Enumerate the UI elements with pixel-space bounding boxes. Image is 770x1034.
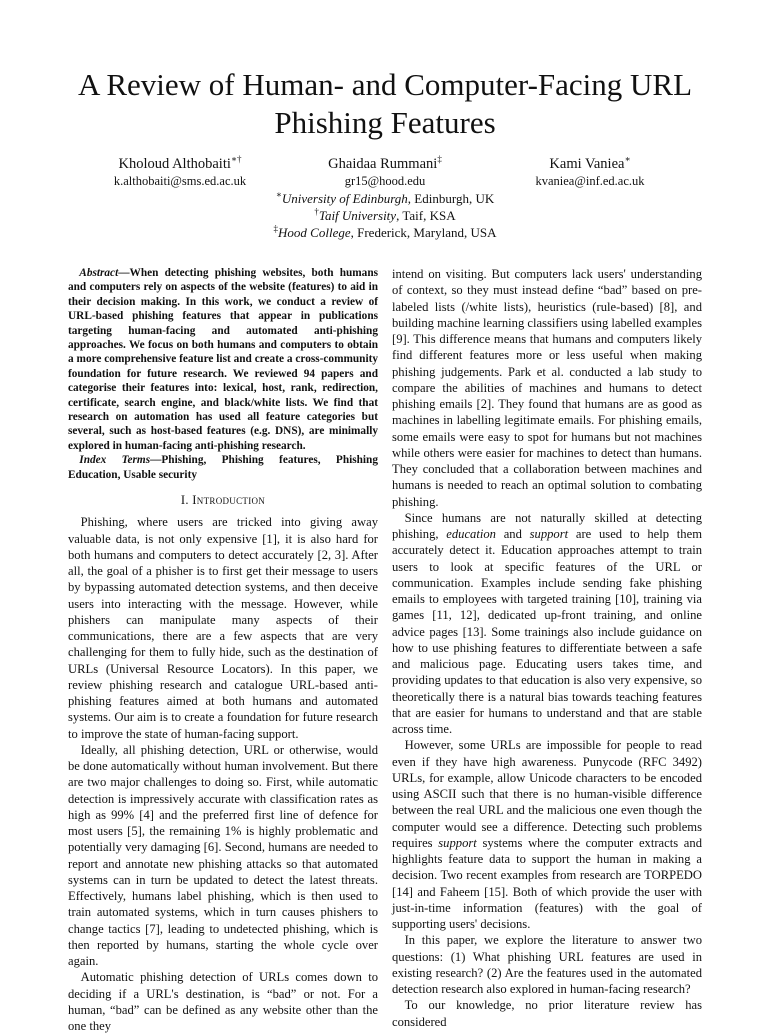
author-marks: ∗ [624, 154, 631, 165]
paragraph: To our knowledge, no prior literature review has considered [392, 998, 702, 1029]
author-marks: ∗† [230, 154, 242, 165]
affiliations [140, 190, 630, 241]
affiliation-mark: † [314, 206, 319, 217]
abstract-lead: Abstract [79, 267, 119, 279]
paragraph [392, 510, 702, 738]
affiliation-place: , Taif, KSA [396, 208, 456, 223]
paragraph: intend on visiting. But computers lack users' understanding of context, so they must instead define “bad” based on pre-labeled lists (/white lists), heuristics (rule-based) [8], and building machine learning classifiers using labelled examples [9]. This difference means that humans and computers likely find different features more or less useful when making phishing judgements. Park et al. conducted a lab study to compare the abilities of machines and humans to detect phishing emails [2]. They found that humans are as good as machines in labelling legitimate emails. For phishing emails, some emails were easy to spot for humans but not machines while others were easier for machines to detect than humans. They concluded that a collaboration between machines and humans is needed to reach an optimal solution to combating phishing. [392, 267, 702, 509]
affiliation-name: University of Edinburgh [281, 191, 408, 206]
affiliation-2 [140, 207, 630, 224]
emphasis: support [438, 835, 477, 850]
affiliation-mark: ∗ [275, 189, 282, 200]
text-run: Since humans are not naturally skilled at detecting phishing, [392, 510, 702, 541]
emphasis: support [529, 527, 569, 541]
text-run: and [495, 527, 530, 541]
right-column [392, 266, 702, 1030]
index-terms [68, 453, 378, 482]
author-name: Kholoud Althobaiti [118, 156, 231, 172]
author-2 [285, 156, 485, 190]
text-run: are used to help them accurately detect it. Education approaches attempt to train users to look at specific features of the URL or communication. Examples include sending fake phishing emails to employees with targeted training [10], training via games [11, 12], dedicated up-front training, and online advice pages [13]. Some trainings also include guidance on how to use phishing features to differentiate between a safe and malicious page. Educating users takes time, and providing updates to that education is also very expensive, so theoretically there is a natural bias towards teaching features that are easier for humans to understand and that are stable across time. [392, 527, 702, 736]
author-1 [80, 156, 280, 190]
abstract-text: —When detecting phishing websites, both humans and computers rely on aspects of the website (features) to aid in their decision making. In this work, we conduct a review of URL-based phishing features that appear in publications targeting human-facing and automated anti-phishing approaches. We focus on both humans and computers to obtain a more comprehensive feature list and create a cross-community foundation for future research. We reviewed 94 papers and categorise their features into: lexical, host, rank, redirection, certificate, search engine, and black/white lists. We find that research on automation has used all feature categories but several, such as host-based features (e.g. DNS), are minimally explored in human-facing anti-phishing research. [68, 267, 378, 452]
author-email: kvaniea@inf.ed.ac.uk [535, 174, 645, 188]
index-terms-text: —Phishing, Phishing features, Phishing Education, Usable security [68, 454, 378, 481]
author-email: k.althobaiti@sms.ed.ac.uk [113, 174, 247, 188]
affiliation-mark: ‡ [273, 223, 279, 234]
text-run: systems where the computer extracts and highlights feature data to support the human in making a decision. Two recent examples from research are TORPEDO [14] and Faheem [15]. Both of which provide the user with just-in-time information (features) with the goal of supporting users' decisions. [392, 835, 702, 931]
left-column [68, 266, 378, 1034]
author-email: gr15@hood.edu [344, 174, 426, 188]
text-run: However, some URLs are impossible for people to read even if they have high awareness. Punycode (RFC 3492) URLs, for example, allow Unicode characters to be encoded using ASCII such that there is no human-visible difference between the real URL and the malicious one even though the computer would see a difference. Detecting such problems requires [392, 738, 702, 850]
paragraph: Phishing, where users are tricked into giving away valuable data, is not only expensive [1], it is also hard for both humans and computers to detect accurately [2, 3]. After all, the goal of a phisher is to first get their message to users by bypassing automated detection systems, and then deceive users into interacting with the message. However, while phishers can manipulate many aspects of their communications, there are a few aspects that are very challenging for them to fully hide, such as the destination of URLs (Universal Resource Locators). In this paper, we review phishing research and catalogue URL-based anti-phishing features aimed at both humans and automated systems. Our aim is to create a foundation for future research to improve the state of human-facing support. [68, 515, 378, 741]
affiliation-name: Taif University [318, 208, 397, 223]
paragraph: Ideally, all phishing detection, URL or otherwise, would be done automatically without human involvement. But there are two major challenges to doing so. First, while automatic detection is impressively accurate with classification rates as high as 99% [4] and the preferred first line of defence for most users [5], the remaining 1% is highly problematic and potentially very damaging [6]. Second, humans are needed to report and annotate new phishing attacks so that automated systems can in turn be updated to detect the latest threats. Effectively, humans label phishing, which is then used to train automated systems, which in turn causes phishers to change tactics [7], leading to undetected phishing, which is then reported by humans, starting the whole cycle over again. [68, 742, 378, 969]
author-3 [490, 156, 690, 190]
paper-title: A Review of Human- and Computer-Facing URL Phishing Features [77, 67, 693, 140]
author-marks: ‡ [437, 154, 442, 165]
paragraph: Automatic phishing detection of URLs comes down to deciding if a URL's destination, is “bad” or not. For a human, “bad” can be defined as any website other than the one they [68, 970, 378, 1034]
affiliation-name: Hood College [278, 225, 351, 240]
affiliation-place: , Frederick, Maryland, USA [350, 225, 497, 240]
author-name: Ghaidaa Rummani [328, 156, 438, 172]
affiliation-3 [140, 224, 630, 241]
paragraph: In this paper, we explore the literature to answer two questions: (1) What phishing URL features are used in existing research? (2) Are the features used in the automated detection research also explored in human-facing research? [392, 933, 702, 996]
affiliation-place: , Edinburgh, UK [407, 191, 495, 206]
paragraph [392, 737, 702, 932]
affiliation-1 [140, 190, 630, 207]
abstract [68, 266, 378, 453]
author-name: Kami Vaniea [549, 156, 625, 172]
index-terms-lead: Index Terms [79, 454, 151, 467]
section-heading-introduction: I. Introduction [180, 493, 266, 508]
emphasis: education [446, 527, 496, 541]
